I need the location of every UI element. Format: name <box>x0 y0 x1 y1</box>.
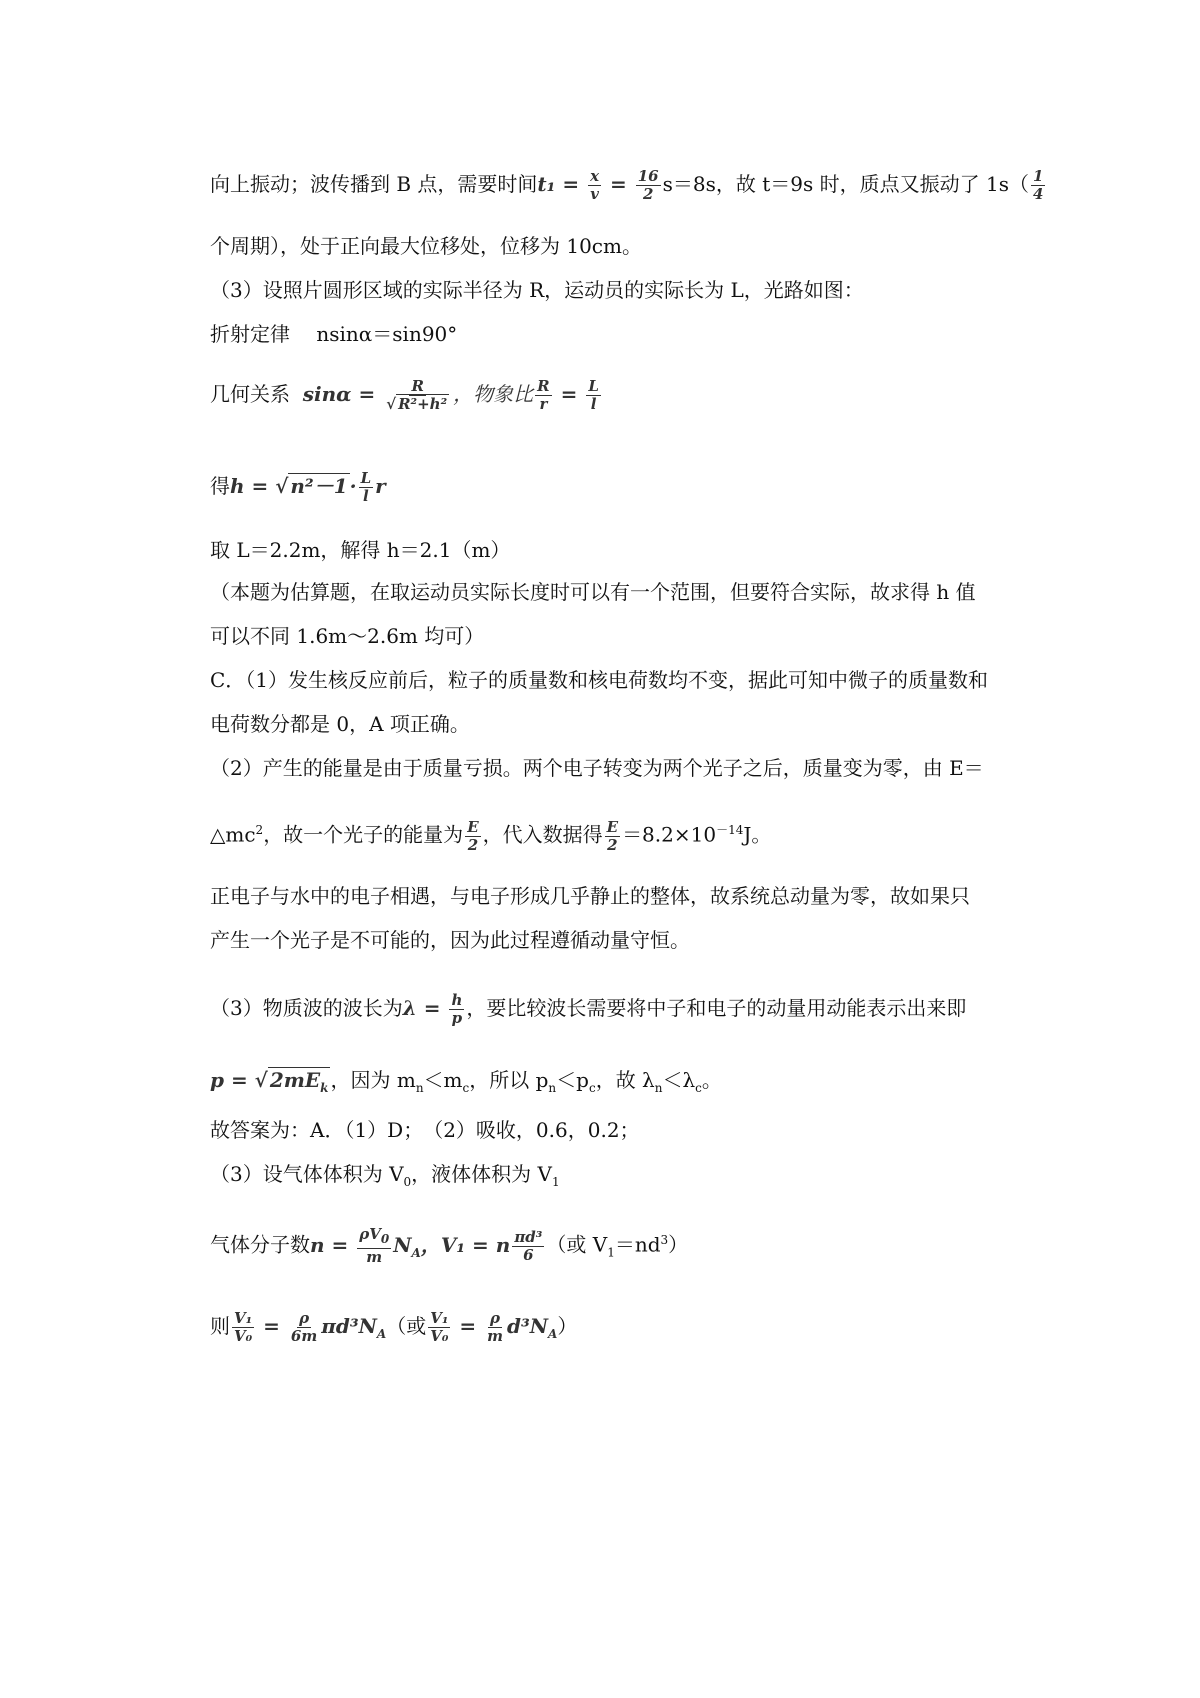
text-run: 向上振动；波传播到 B 点，需要时间 <box>210 172 538 196</box>
formula-lambda: λ = $\frac{h}{p}$ <box>402 991 463 1027</box>
formula-quarter: $\frac{1}{4}$ <box>1032 167 1044 203</box>
text-line <box>210 167 1044 203</box>
text-line: 电荷数分都是 0，A 项正确。 <box>210 712 470 736</box>
text-line: 得h = √ n²－1 · $\frac{L}{l}$ r <box>210 469 386 505</box>
text-line: （3）设气体体积为 $V_0$，液体体积为 $V_1$ <box>210 1162 560 1189</box>
formula-h: h = √ n²－1 · $\frac{L}{l}$ r <box>230 469 386 505</box>
text-line: 个周期），处于正向最大位移处，位移为 10cm。 <box>210 234 642 258</box>
text-line: 产生一个光子是不可能的，因为此过程遵循动量守恒。 <box>210 928 690 952</box>
text-line: 气体分子数n = $\frac{\rho V_0}{m}$ $N_A$，V₁ = n $\frac{\text{πd³}}{6}$ （或 $V_1=nd^3$） <box>210 1225 689 1267</box>
text-line: 正电子与水中的电子相遇，与电子形成几乎静止的整体，故系统总动量为零，故如果只 <box>210 884 970 908</box>
text-line: （3）设照片圆形区域的实际半径为 R，运动员的实际长为 L，光路如图： <box>210 278 864 302</box>
formula-ratio: $\frac{R}{r}$ = $\frac{L}{l}$ <box>537 377 599 413</box>
formula-ratio-v-alt: $\frac{\text{V₁}}{\text{V₀}}$ = $\frac{\rho}{m}$ $d^3N_A$ <box>430 1309 558 1345</box>
text-run: s＝8s，故 t＝9s 时，质点又振动了 1s（ <box>662 172 1029 196</box>
text-line: 故答案为：A．（1）D； （2）吸收，0.6，0.2； <box>210 1118 640 1142</box>
formula-e-half: $\frac{E}{2}$ <box>606 817 619 854</box>
text-line: 几何关系 sinα = $\frac{R}{\text{√ R²+h²}}$ ，物象比 $\frac{R}{r}$ = $\frac{L}{l}$ <box>210 378 1030 413</box>
formula-p: p = √ $2mE_k$ <box>210 1068 329 1095</box>
formula-e-half: $\frac{E}{2}$ <box>467 817 479 854</box>
formula-n: n = $\frac{\rho V_0}{m}$ $N_A$，V₁ = n $\frac{\text{πd³}}{6}$ <box>310 1225 543 1267</box>
text-line: 取 L＝2.2m，解得 h＝2.1（m） <box>210 538 511 562</box>
text-line: （2）产生的能量是由于质量亏损。两个电子转变为两个光子之后，质量变为零，由 E＝ <box>210 756 984 780</box>
formula-sina: sinα = $\frac{R}{\text{√ R²+h²}}$ <box>302 377 448 413</box>
formula-ratio-v: $\frac{\text{V₁}}{\text{V₀}}$ = $\frac{\rho}{6m}$ $\pi d^3N_A$ <box>234 1309 387 1345</box>
text-line: 则 $\frac{\text{V₁}}{\text{V₀}}$ = $\frac{\rho}{6m}$ $\pi d^3N_A$（或 $\frac{\text{V₁}}{\text{V₀}}$ = $\frac{\rho}{m}$ $d^3N_A$） <box>210 1309 578 1345</box>
text-line: （本题为估算题，在取运动员实际长度时可以有一个范围，但要符合实际，故求得 h 值 <box>210 580 976 604</box>
text-line: （3）物质波的波长为λ = $\frac{h}{p}$ ，要比较波长需要将中子和电子的动量用动能表示出来即 <box>210 991 967 1027</box>
text-line: 可以不同 1.6m～2.6m 均可） <box>210 624 485 648</box>
formula-t1: t₁ = $\frac{x}{v}$ = $\frac{16}{2}$ <box>537 167 659 203</box>
text-line: $\triangle mc^2$，故一个光子的能量为 $\frac{E}{2}$ ，代入数据得 $\frac{E}{2}$ $=8.2\times 10^{-14}J$。 <box>210 817 772 854</box>
text-line: p = √ $2mE_k$ ，因为 $m_n<m_c$，所以 $p_n<p_c$，故 $\lambda_n<\lambda_c$。 <box>210 1068 722 1095</box>
text-line: 折射定律 nsinα＝sin90° <box>210 322 458 346</box>
text-line: C．（1）发生核反应前后，粒子的质量数和核电荷数均不变，据此可知中微子的质量数和 <box>210 668 989 692</box>
